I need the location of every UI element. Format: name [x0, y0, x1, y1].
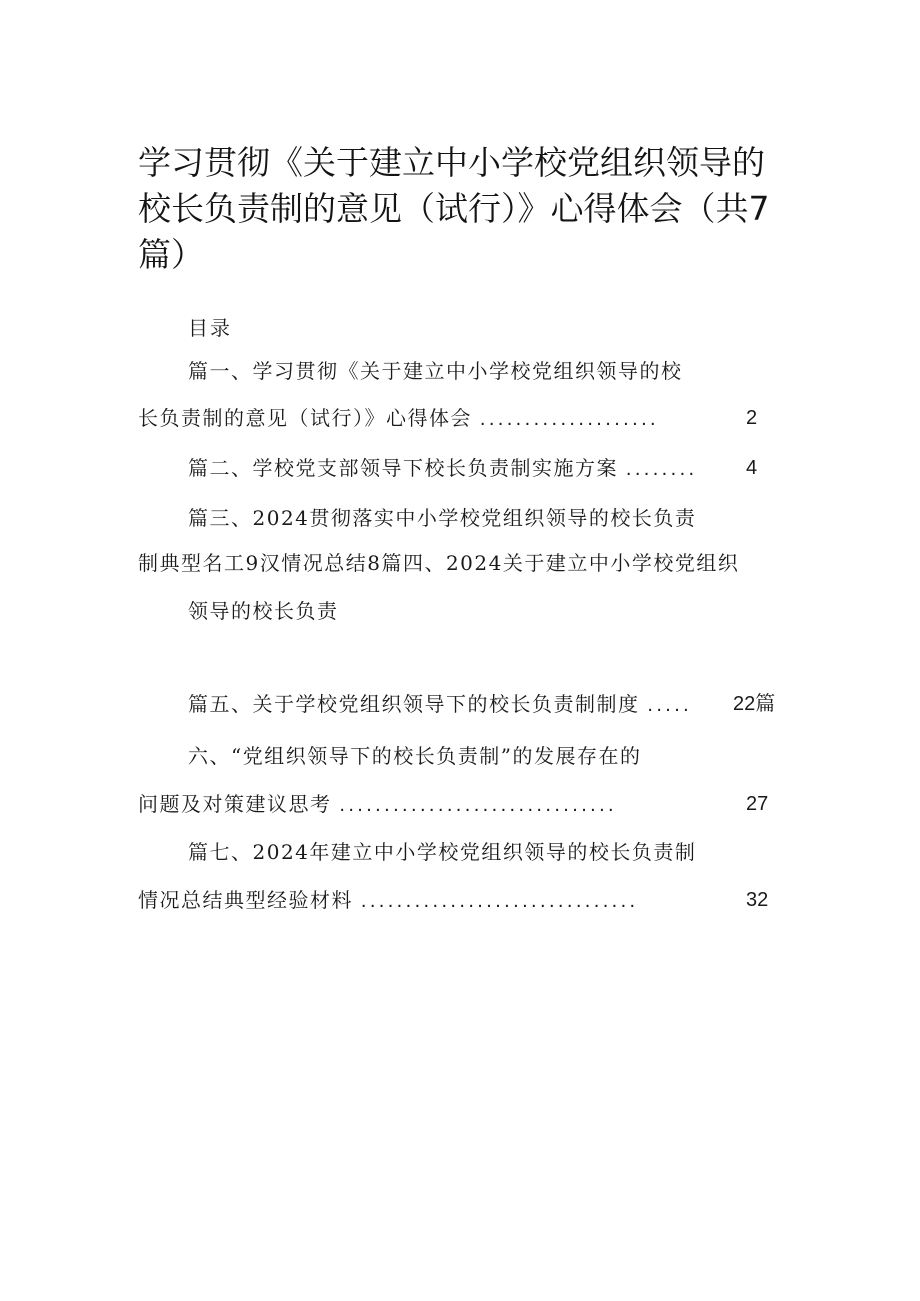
toc-item-1-line-2[interactable]: [138, 406, 659, 431]
toc-item-6-line-2[interactable]: [138, 792, 617, 817]
toc-item-text: 篇一、学习贯彻《关于建立中小学校党组织领导的校: [188, 359, 683, 383]
toc-page-number: 27: [746, 793, 769, 815]
toc-item-text: 篇二、学校党支部领导下校长负责制实施方案: [188, 456, 618, 480]
toc-item-3-line-1[interactable]: [188, 506, 696, 530]
toc-item-text: 长负责制的意见（试行）》心得体会: [138, 406, 472, 430]
toc-item-text: 篇五、关于学校党组织领导下的校长负责制制度: [188, 692, 640, 716]
toc-leader-dots: ...............................: [339, 794, 618, 816]
toc-item-text: 六、“党组织领导下的校长负责制”的发展存在的: [188, 744, 642, 768]
toc-item-7-line-1[interactable]: [188, 840, 696, 864]
toc-heading: 目录: [188, 316, 232, 340]
toc-item-text: 篇三、2024贯彻落实中小学校党组织领导的校长负责: [188, 506, 697, 530]
title-line-2: 校长负责制的意见（试行）》心得体会（共7: [138, 189, 770, 228]
toc-page-number: 2: [746, 407, 758, 429]
toc-item-3-line-2[interactable]: [138, 551, 739, 575]
title-line-1: 学习贯彻《关于建立中小学校党组织领导的: [138, 143, 765, 182]
toc-item-2[interactable]: [188, 456, 698, 481]
toc-item-text: 问题及对策建议思考: [138, 792, 332, 816]
document-title: [138, 140, 798, 278]
toc-item-3-line-3[interactable]: [188, 599, 339, 623]
toc-item-5[interactable]: [188, 692, 692, 717]
toc-page-number: 32: [746, 889, 769, 911]
title-line-3: 篇）: [138, 235, 204, 274]
toc-item-1-line-1[interactable]: [188, 359, 683, 383]
toc-page-number: 4: [746, 457, 758, 479]
toc-item-text: 制典型名工9汉情况总结8篇四、2024关于建立中小学校党组织: [138, 551, 740, 575]
toc-leader-dots: .....: [647, 694, 693, 716]
toc-leader-dots: ....................: [479, 408, 659, 430]
toc-page-number: 22篇: [733, 693, 776, 715]
toc-leader-dots: ...............................: [360, 890, 639, 912]
toc-item-7-line-2[interactable]: [138, 888, 639, 913]
toc-item-text: 情况总结典型经验材料: [138, 888, 353, 912]
toc-leader-dots: ........: [625, 458, 698, 480]
toc-item-text: 篇七、2024年建立中小学校党组织领导的校长负责制: [188, 840, 697, 864]
toc-item-text: 领导的校长负责: [188, 599, 339, 623]
toc-item-6-line-1[interactable]: [188, 744, 641, 768]
